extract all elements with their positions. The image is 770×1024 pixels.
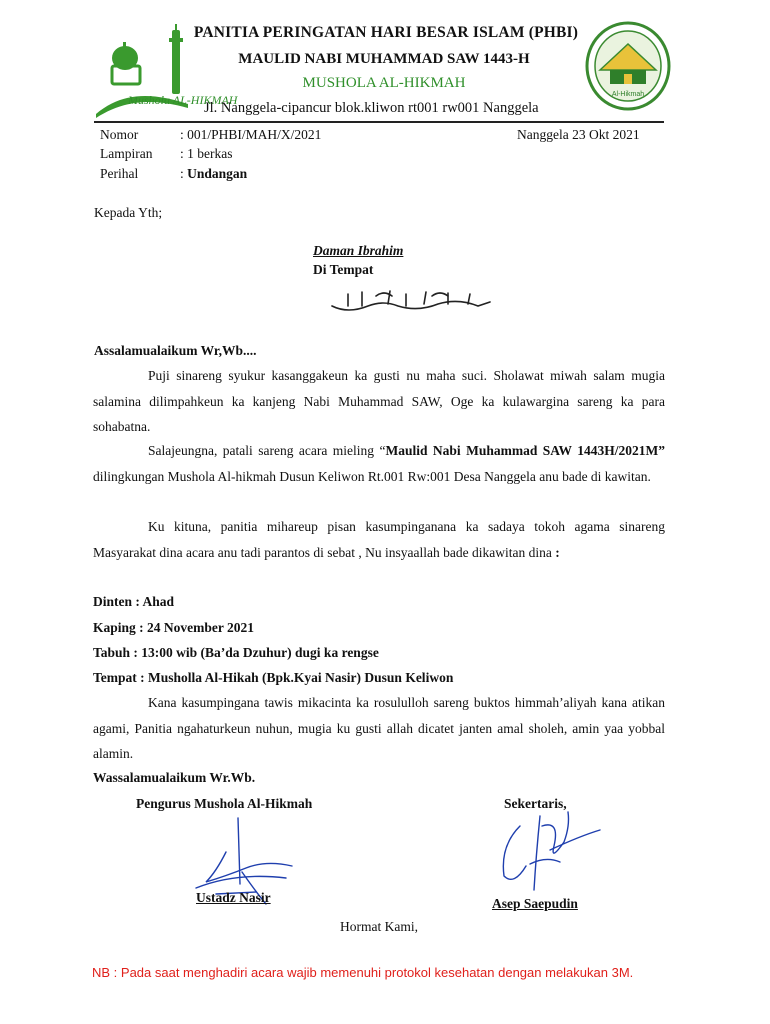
paragraph-1: Puji sinareng syukur kasanggakeun ka gusti nu maha suci. Sholawat miwah salam mugia salamina dilimpahkeun ka kanjeng Nabi Muhammad SAW, Oge ka kulawargina sareng ka para sohabatna.: [93, 368, 665, 434]
logo-right-text: Al-Hikmah: [611, 91, 645, 98]
salam-closing: Wassalamualaikum Wr.Wb.: [93, 770, 256, 785]
lampiran-value: : 1 berkas: [180, 146, 233, 161]
lampiran-label: Lampiran: [100, 146, 153, 161]
field-kaping: Kaping : 24 November 2021: [93, 620, 254, 635]
nomor-value: : 001/PHBI/MAH/X/2021: [180, 127, 322, 142]
event-name: MAULID NABI MUHAMMAD SAW 1443-H: [238, 51, 530, 67]
paragraph-2: Salajeungna, patali sareng acara mieling “Maulid Nabi Muhammad SAW 1443H/2021M” dilingkungan Mushola Al-hikmah Dusun Keliwon Rt.001 Rw:001 Desa Nanggela anu bade di kawitan.: [93, 443, 665, 484]
right-signature: [490, 806, 616, 906]
recipient-name: Daman Ibrahim: [313, 243, 404, 258]
basmalah-calligraphy: [328, 288, 494, 314]
org-name: PANITIA PERINGATAN HARI BESAR ISLAM (PHBI): [193, 24, 579, 41]
paragraph-3: Ku kituna, panitia mihareup pisan kasumpinganana ka sadaya tokoh agama sinareng Masyarakat dina acara anu tadi parantos di sebat , Nu insyaallah bade dikawitan dina :: [93, 519, 665, 560]
recipient-place: Di Tempat: [313, 262, 374, 277]
perihal-label: Perihal: [100, 166, 139, 181]
field-tempat: Tempat : Musholla Al-Hikah (Bpk.Kyai Nasir) Dusun Keliwon: [93, 670, 454, 685]
logo-left-script: Mushola AL-HIKMAH: [128, 93, 238, 107]
greeting: Kepada Yth;: [94, 205, 163, 220]
salam-opening: Assalamualaikum Wr,Wb....: [94, 343, 257, 358]
paragraph-4: Kana kasumpingana tawis mikacinta ka rosululloh sareng buktos himmah’aliyah kana atikan agami, Panitia ngahaturkeun nuhun, mugia ku gusti allah dicatet janten amal sholeh, amin yaa yobbal alamin.: [93, 695, 665, 761]
header-divider: [94, 121, 664, 123]
hormat-kami: Hormat Kami,: [340, 919, 418, 934]
field-dinten: Dinten : Ahad: [93, 594, 175, 609]
nomor-label: Nomor: [100, 127, 139, 142]
letter-date: Nanggela 23 Okt 2021: [517, 127, 640, 142]
left-signer-name: Ustadz Nasir: [196, 890, 271, 905]
address: Jl. Nanggela-cipancur blok.kliwon rt001 rw001 Nanggela: [204, 100, 539, 116]
mushola-name: MUSHOLA AL-HIKMAH: [302, 75, 466, 91]
right-signer-name: Asep Saepudin: [492, 896, 578, 911]
left-signer-title: Pengurus Mushola Al-Hikmah: [136, 796, 313, 811]
health-protocol-note: NB : Pada saat menghadiri acara wajib memenuhi protokol kesehatan dengan melakukan 3M.: [92, 965, 634, 980]
field-tabuh: Tabuh : 13:00 wib (Ba’da Dzuhur) dugi ka rengse: [93, 645, 379, 660]
right-signer-title: Sekertaris,: [504, 796, 567, 811]
perihal-value: : Undangan: [180, 166, 248, 181]
